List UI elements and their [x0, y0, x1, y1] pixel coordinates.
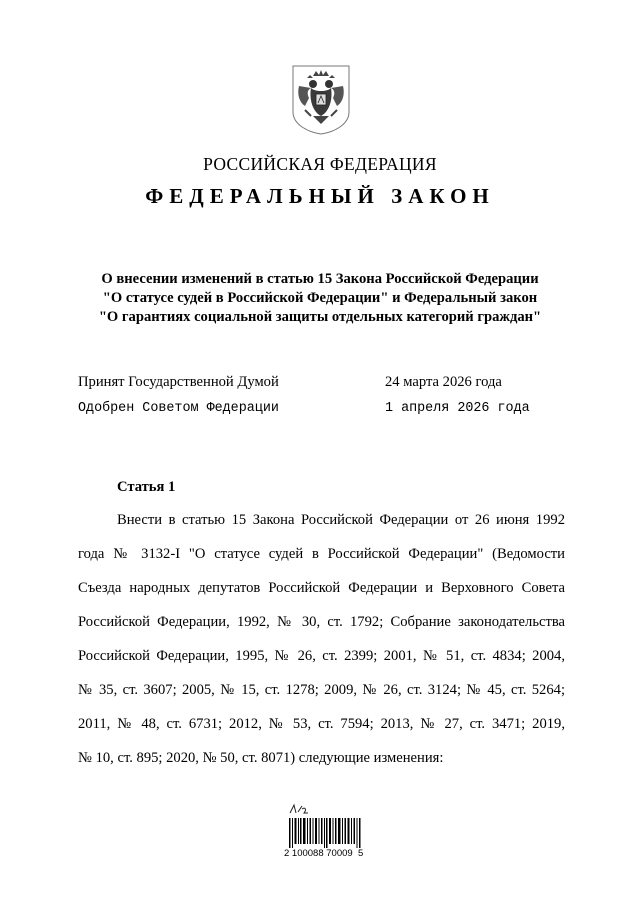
article-heading: Статья 1	[117, 479, 176, 495]
council-approval-date: 1 апреля 2026 года	[385, 401, 530, 416]
article-text-line: Российской Федерации, 1995, № 26, ст. 2399; 2001, № 51, ст. 4834; 2004,	[78, 648, 565, 664]
handwritten-mark	[289, 803, 309, 815]
barcode	[289, 818, 361, 848]
duma-adoption-date: 24 марта 2026 года	[385, 374, 502, 390]
russian-coat-of-arms-icon	[289, 64, 353, 136]
law-title-line: О внесении изменений в статью 15 Закона Российской Федерации	[101, 271, 539, 287]
law-title	[60, 270, 580, 327]
article-text-line: № 35, ст. 3607; 2005, № 15, ст. 1278; 2009, № 26, ст. 3124; № 45, ст. 5264;	[78, 682, 565, 698]
article-text-line: 2011, № 48, ст. 6731; 2012, № 53, ст. 7594; 2013, № 27, ст. 3471; 2019,	[78, 716, 565, 732]
duma-adoption-label: Принят Государственной Думой	[78, 374, 279, 390]
country-heading: РОССИЙСКАЯ ФЕДЕРАЦИЯ	[203, 154, 437, 174]
law-type-heading: ФЕДЕРАЛЬНЫЙ ЗАКОН	[145, 184, 495, 208]
article-text-line: № 10, ст. 895; 2020, № 50, ст. 8071) следующие изменения:	[78, 750, 444, 766]
council-approval-label: Одобрен Советом Федерации	[78, 401, 279, 416]
barcode-digits: 2 100088 70009 5	[284, 848, 364, 859]
article-text-line: Съезда народных депутатов Российской Федерации и Верховного Совета	[78, 580, 565, 596]
article-text-line: Российской Федерации, 1992, № 30, ст. 1792; Собрание законодательства	[78, 614, 565, 630]
law-title-line: "О статусе судей в Российской Федерации" и Федеральный закон	[102, 290, 538, 306]
article-text-line: Внести в статью 15 Закона Российской Федерации от 26 июня 1992	[117, 512, 565, 528]
law-title-line: "О гарантиях социальной защиты отдельных категорий граждан"	[98, 309, 542, 325]
article-text-line: года № 3132-I "О статусе судей в Российской Федерации" (Ведомости	[78, 546, 565, 562]
